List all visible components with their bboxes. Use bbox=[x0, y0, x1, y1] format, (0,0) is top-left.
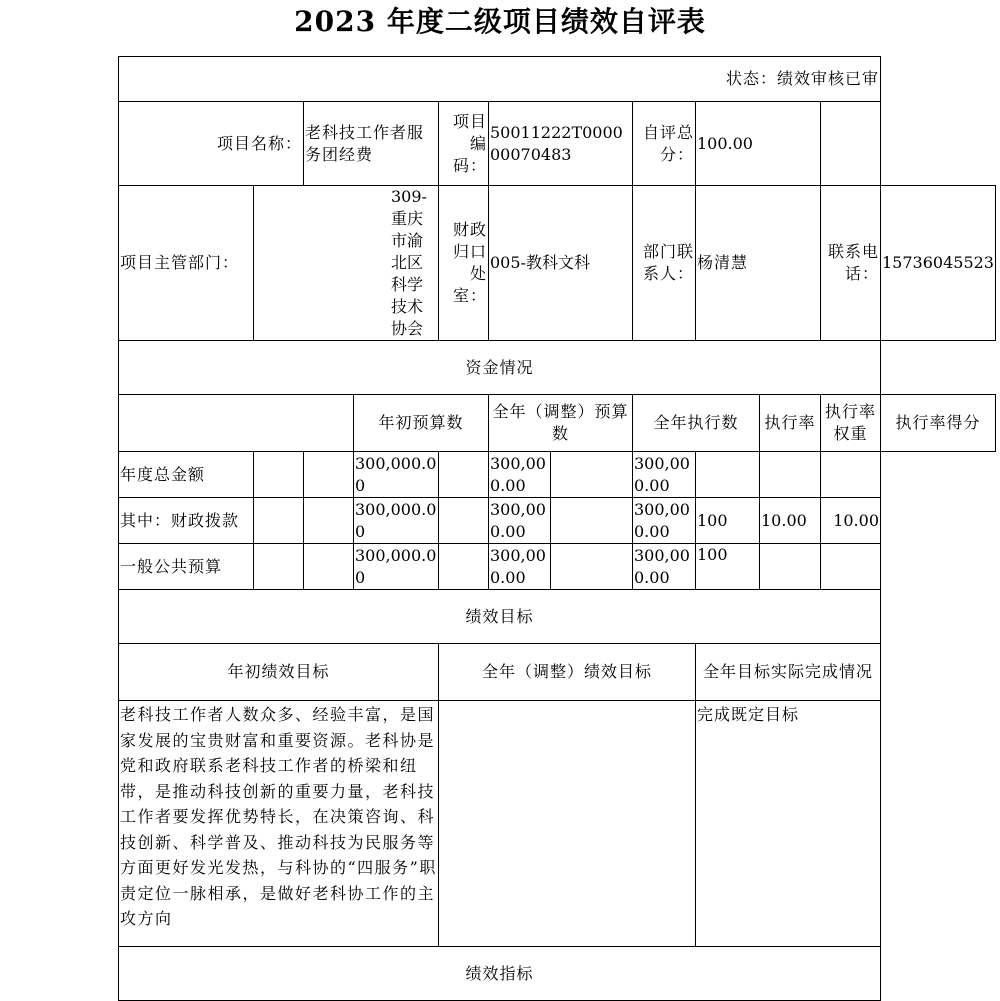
adjusted-goal-text bbox=[439, 701, 696, 947]
goals-section-title: 绩效目标 bbox=[119, 590, 881, 644]
project-name-label: 项目名称： bbox=[119, 102, 304, 186]
empty-cell bbox=[304, 544, 354, 590]
completion-header: 全年目标实际完成情况 bbox=[696, 644, 881, 701]
exec-rate-value bbox=[696, 452, 760, 498]
initial-goal-text: 老科技工作者人数众多、经验丰富，是国家发展的宝贵财富和重要资源。老科协是党和政府联系老科技工作者的桥梁和纽带，是推动科技创新的重要力量，老科技工作者要发挥优势特长，在决策咨询、科技创新、科学普及、推动科技为民服务等方面更好发光发热，与科协的“四服务”职责定位一脉相承，是做好老科协工作的主攻方向 bbox=[119, 701, 439, 947]
phone-value: 15736045523 bbox=[881, 186, 996, 341]
executed-value: 300,000.00 bbox=[633, 498, 696, 544]
self-score-label: 自评总分： bbox=[633, 102, 696, 186]
funds-row-label: 年度总金额 bbox=[119, 452, 254, 498]
adjusted-budget-header: 全年（调整）预算数 bbox=[489, 395, 633, 452]
initial-budget-value: 300,000.00 bbox=[354, 452, 439, 498]
empty-cell bbox=[304, 452, 354, 498]
exec-rate-value: 100 bbox=[696, 498, 760, 544]
completion-text: 完成既定目标 bbox=[696, 701, 881, 947]
empty-cell bbox=[254, 452, 304, 498]
exec-weight-header: 执行率权重 bbox=[821, 395, 881, 452]
phone-label: 联系电话： bbox=[821, 186, 881, 341]
adjusted-goal-header: 全年（调整）绩效目标 bbox=[439, 644, 696, 701]
empty-cell bbox=[551, 544, 633, 590]
empty-cell bbox=[254, 544, 304, 590]
empty-cell bbox=[304, 498, 354, 544]
project-code-value: 50011222T000000070483 bbox=[489, 102, 633, 186]
empty-cell bbox=[439, 452, 489, 498]
empty-cell bbox=[254, 498, 304, 544]
executed-header: 全年执行数 bbox=[633, 395, 760, 452]
funds-section-title: 资金情况 bbox=[119, 341, 881, 395]
empty-cell bbox=[439, 544, 489, 590]
exec-rate-header: 执行率 bbox=[760, 395, 821, 452]
exec-score-header: 执行率得分 bbox=[881, 395, 996, 452]
status-cell bbox=[119, 57, 881, 102]
initial-budget-value: 300,000.00 bbox=[354, 544, 439, 590]
self-score-value: 100.00 bbox=[696, 102, 821, 186]
empty-cell bbox=[551, 498, 633, 544]
exec-score-value bbox=[821, 544, 881, 590]
exec-weight-value bbox=[760, 452, 821, 498]
executed-value: 300,000.00 bbox=[633, 452, 696, 498]
dept-label: 项目主管部门： bbox=[119, 186, 254, 341]
funds-row-label: 其中：财政拨款 bbox=[119, 498, 254, 544]
finance-office-label: 财政归口处室： bbox=[439, 186, 489, 341]
exec-rate-value: 100 bbox=[696, 544, 760, 590]
table-row bbox=[119, 498, 996, 544]
exec-score-value: 10.00 bbox=[821, 498, 881, 544]
table-row bbox=[119, 544, 996, 590]
finance-office-value: 005-教科文科 bbox=[489, 186, 633, 341]
self-evaluation-table bbox=[118, 56, 996, 1001]
project-code-label: 项目编码： bbox=[439, 102, 489, 186]
initial-budget-value: 300,000.00 bbox=[354, 498, 439, 544]
exec-score-value bbox=[821, 452, 881, 498]
exec-weight-value bbox=[760, 544, 821, 590]
exec-weight-value: 10.00 bbox=[760, 498, 821, 544]
funds-row-label: 一般公共预算 bbox=[119, 544, 254, 590]
empty-cell bbox=[439, 498, 489, 544]
contact-label: 部门联系人： bbox=[633, 186, 696, 341]
project-name-value: 老科技工作者服务团经费 bbox=[304, 102, 439, 186]
initial-budget-header: 年初预算数 bbox=[354, 395, 489, 452]
indicators-section-title: 绩效指标 bbox=[119, 947, 881, 1001]
table-row bbox=[119, 452, 996, 498]
adjusted-budget-value: 300,000.00 bbox=[489, 452, 551, 498]
empty-cell bbox=[551, 452, 633, 498]
dept-value: 309-重庆市渝北区科学技术协会 bbox=[391, 187, 427, 338]
adjusted-budget-value: 300,000.00 bbox=[489, 498, 551, 544]
executed-value: 300,000.00 bbox=[633, 544, 696, 590]
status-text: 状态：绩效审核已审 bbox=[725, 69, 879, 88]
initial-goal-header: 年初绩效目标 bbox=[119, 644, 439, 701]
empty-cell bbox=[821, 102, 881, 186]
dept-value-cell bbox=[254, 186, 439, 341]
contact-value: 杨清慧 bbox=[696, 186, 821, 341]
funds-header-blank bbox=[119, 395, 354, 452]
adjusted-budget-value: 300,000.00 bbox=[489, 544, 551, 590]
document-title: 2023 年度二级项目绩效自评表 bbox=[294, 5, 706, 38]
